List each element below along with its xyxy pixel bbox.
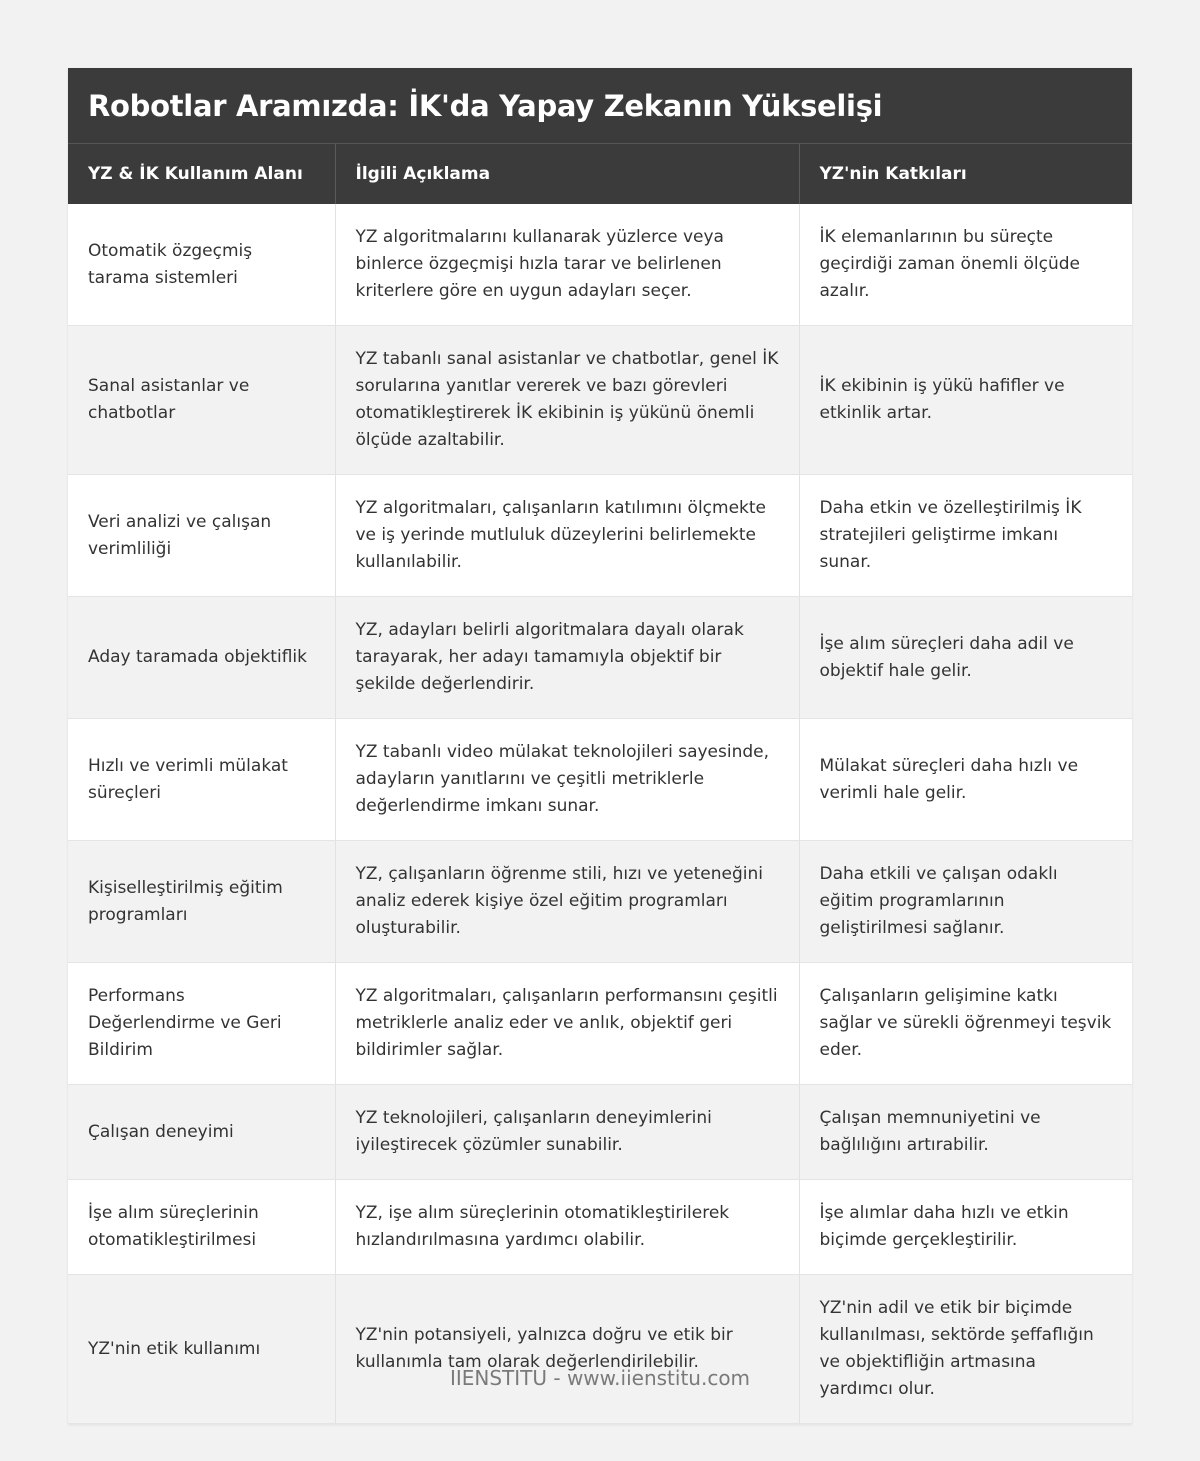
- table-row: [68, 1275, 1132, 1424]
- cell-description: YZ algoritmalarını kullanarak yüzlerce veya binlerce özgeçmişi hızla tarar ve belirlenen kriterlere göre en uygun adayları seçer.: [335, 204, 799, 326]
- cell-usage-area: Kişiselleştirilmiş eğitim programları: [68, 841, 335, 963]
- column-header-description: İlgili Açıklama: [335, 144, 799, 204]
- table-body: [68, 204, 1132, 1424]
- cell-contribution: İK ekibinin iş yükü hafifler ve etkinlik artar.: [799, 326, 1132, 475]
- cell-usage-area: YZ'nin etik kullanımı: [68, 1275, 335, 1424]
- cell-description: YZ algoritmaları, çalışanların performansını çeşitli metriklerle analiz eder ve anlık, objektif geri bildirimler sağlar.: [335, 963, 799, 1085]
- cell-usage-area: Çalışan deneyimi: [68, 1085, 335, 1180]
- cell-usage-area: Sanal asistanlar ve chatbotlar: [68, 326, 335, 475]
- column-header-contributions: YZ'nin Katkıları: [799, 144, 1132, 204]
- cell-contribution: İşe alımlar daha hızlı ve etkin biçimde gerçekleştirilir.: [799, 1180, 1132, 1275]
- column-header-usage-area: YZ & İK Kullanım Alanı: [68, 144, 335, 204]
- table-card: [68, 68, 1132, 1424]
- cell-contribution: İşe alım süreçleri daha adil ve objektif hale gelir.: [799, 597, 1132, 719]
- title-bar: [68, 68, 1132, 144]
- cell-usage-area: Aday taramada objektiflik: [68, 597, 335, 719]
- footer-credit: IIENSTITU - www.iienstitu.com: [449, 1366, 751, 1390]
- cell-description: YZ, adayları belirli algoritmalara dayalı olarak tarayarak, her adayı tamamıyla objektif bir şekilde değerlendirir.: [335, 597, 799, 719]
- cell-description: YZ tabanlı video mülakat teknolojileri sayesinde, adayların yanıtlarını ve çeşitli metriklerle değerlendirme imkanı sunar.: [335, 719, 799, 841]
- data-table: [68, 144, 1132, 1424]
- cell-description: YZ'nin potansiyeli, yalnızca doğru ve etik bir kullanımla tam olarak değerlendirilebilir.: [335, 1275, 799, 1424]
- cell-usage-area: İşe alım süreçlerinin otomatikleştirilmesi: [68, 1180, 335, 1275]
- table-row: [68, 1180, 1132, 1275]
- cell-usage-area: Otomatik özgeçmiş tarama sistemleri: [68, 204, 335, 326]
- cell-contribution: Çalışan memnuniyetini ve bağlılığını artırabilir.: [799, 1085, 1132, 1180]
- table-row: [68, 719, 1132, 841]
- cell-description: YZ teknolojileri, çalışanların deneyimlerini iyileştirecek çözümler sunabilir.: [335, 1085, 799, 1180]
- cell-description: YZ, işe alım süreçlerinin otomatikleştirilerek hızlandırılmasına yardımcı olabilir.: [335, 1180, 799, 1275]
- page-title: Robotlar Aramızda: İK'da Yapay Zekanın Yükselişi: [88, 88, 883, 123]
- cell-contribution: Daha etkili ve çalışan odaklı eğitim programlarının geliştirilmesi sağlanır.: [799, 841, 1132, 963]
- table-row: [68, 326, 1132, 475]
- cell-description: YZ, çalışanların öğrenme stili, hızı ve yeteneğini analiz ederek kişiye özel eğitim programları oluşturabilir.: [335, 841, 799, 963]
- table-row: [68, 597, 1132, 719]
- cell-contribution: Çalışanların gelişimine katkı sağlar ve sürekli öğrenmeyi teşvik eder.: [799, 963, 1132, 1085]
- header-row: [68, 144, 1132, 204]
- table-row: [68, 204, 1132, 326]
- cell-usage-area: Veri analizi ve çalışan verimliliği: [68, 475, 335, 597]
- cell-usage-area: Hızlı ve verimli mülakat süreçleri: [68, 719, 335, 841]
- cell-usage-area: Performans Değerlendirme ve Geri Bildirim: [68, 963, 335, 1085]
- cell-contribution: Mülakat süreçleri daha hızlı ve verimli hale gelir.: [799, 719, 1132, 841]
- table-row: [68, 1085, 1132, 1180]
- table-row: [68, 475, 1132, 597]
- cell-contribution: Daha etkin ve özelleştirilmiş İK stratejileri geliştirme imkanı sunar.: [799, 475, 1132, 597]
- table-row: [68, 963, 1132, 1085]
- cell-description: YZ tabanlı sanal asistanlar ve chatbotlar, genel İK sorularına yanıtlar vererek ve bazı görevleri otomatikleştirerek İK ekibinin iş yükünü önemli ölçüde azaltabilir.: [335, 326, 799, 475]
- table-row: [68, 841, 1132, 963]
- cell-contribution: YZ'nin adil ve etik bir biçimde kullanılması, sektörde şeffaflığın ve objektifliğin artmasına yardımcı olur.: [799, 1275, 1132, 1424]
- cell-contribution: İK elemanlarının bu süreçte geçirdiği zaman önemli ölçüde azalır.: [799, 204, 1132, 326]
- cell-description: YZ algoritmaları, çalışanların katılımını ölçmekte ve iş yerinde mutluluk düzeylerini belirlemekte kullanılabilir.: [335, 475, 799, 597]
